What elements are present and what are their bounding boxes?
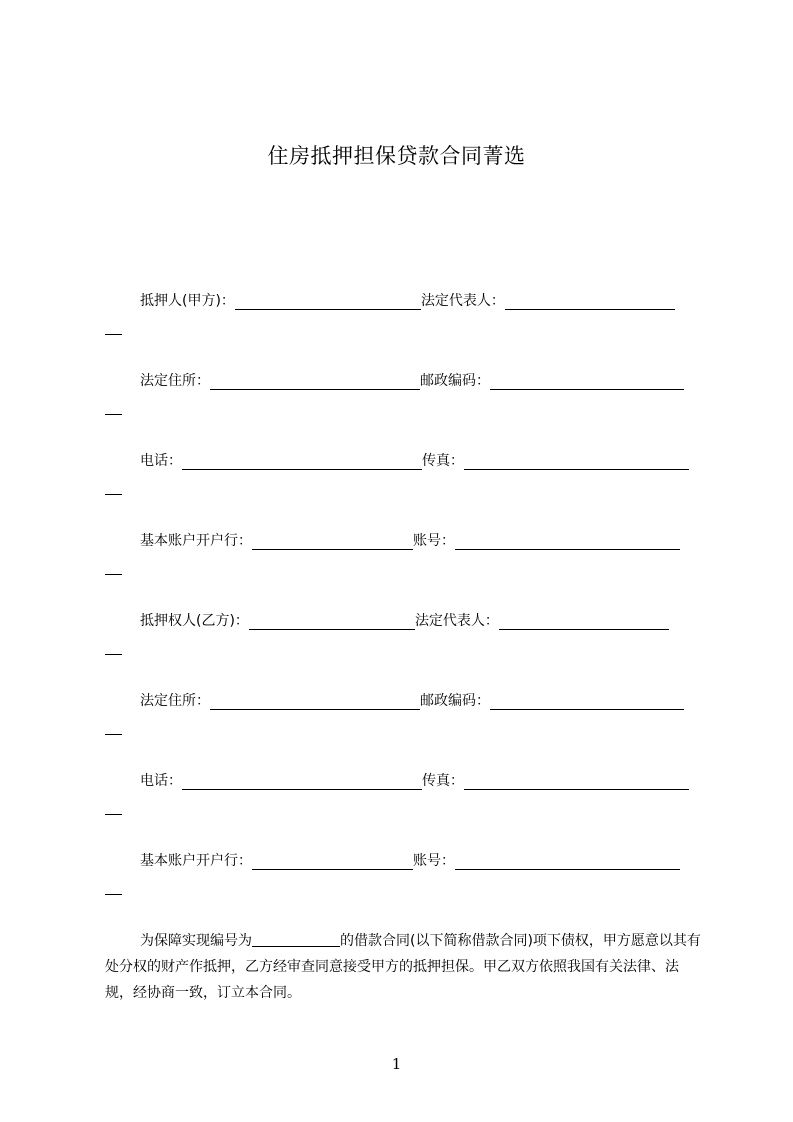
fill-blank[interactable] xyxy=(252,854,413,870)
fill-blank[interactable] xyxy=(505,294,675,310)
field-row xyxy=(140,690,684,710)
field-row xyxy=(140,530,680,550)
document-title: 住房抵押担保贷款合同菁选 xyxy=(267,144,526,168)
fill-blank[interactable] xyxy=(249,614,415,630)
field-label: 传真： xyxy=(422,453,464,469)
fill-blank[interactable] xyxy=(182,774,422,790)
field-label: 基本账户开户行： xyxy=(140,533,252,549)
field-label: 抵押人(甲方)： xyxy=(140,293,235,309)
fill-blank[interactable] xyxy=(235,294,421,310)
fill-blank[interactable] xyxy=(490,694,684,710)
preamble-text-end: 的借款合同(以下简称借款合同)项下债权，甲方愿意以其有处分权的财产作抵押，乙方经审查同意接受甲方的抵押担保。甲乙双方依照我国有关法律、法规，经协商一致，订立本合同。 xyxy=(105,933,701,1001)
fill-blank-continuation xyxy=(105,894,122,895)
fill-blank-continuation xyxy=(105,334,122,335)
contract-preamble xyxy=(105,928,703,1006)
fill-blank[interactable] xyxy=(210,694,420,710)
field-label: 法定代表人： xyxy=(414,613,499,629)
fill-blank[interactable] xyxy=(455,534,680,550)
fill-blank-continuation xyxy=(105,734,122,735)
field-row xyxy=(140,450,689,470)
preamble-text-start: 为保障实现编号为 xyxy=(140,933,252,949)
field-label: 抵押权人(乙方)： xyxy=(140,613,249,629)
field-label: 电话： xyxy=(140,773,182,789)
field-label: 基本账户开户行： xyxy=(140,853,252,869)
field-row xyxy=(140,770,689,790)
fill-blank-continuation xyxy=(105,574,122,575)
page-number: 1 xyxy=(391,1055,402,1073)
fill-blank[interactable] xyxy=(210,374,420,390)
fill-blank[interactable] xyxy=(464,454,689,470)
field-label: 传真： xyxy=(422,773,464,789)
field-label: 法定代表人： xyxy=(420,293,505,309)
fill-blank-continuation xyxy=(105,494,122,495)
contract-number-blank[interactable] xyxy=(252,932,340,947)
field-row xyxy=(140,290,675,310)
fill-blank[interactable] xyxy=(252,534,413,550)
fill-blank[interactable] xyxy=(490,374,684,390)
field-label: 账号： xyxy=(413,853,455,869)
field-row xyxy=(140,370,684,390)
fill-blank[interactable] xyxy=(455,854,680,870)
fill-blank-continuation xyxy=(105,414,122,415)
field-row xyxy=(140,850,680,870)
field-label: 法定住所： xyxy=(140,373,210,389)
fill-blank[interactable] xyxy=(182,454,422,470)
fill-blank-continuation xyxy=(105,654,122,655)
field-label: 邮政编码： xyxy=(420,693,490,709)
field-label: 电话： xyxy=(140,453,182,469)
field-label: 账号： xyxy=(413,533,455,549)
fill-blank-continuation xyxy=(105,814,122,815)
fill-blank[interactable] xyxy=(499,614,669,630)
field-label: 法定住所： xyxy=(140,693,210,709)
field-label: 邮政编码： xyxy=(420,373,490,389)
fill-blank[interactable] xyxy=(464,774,689,790)
field-row xyxy=(140,610,669,630)
